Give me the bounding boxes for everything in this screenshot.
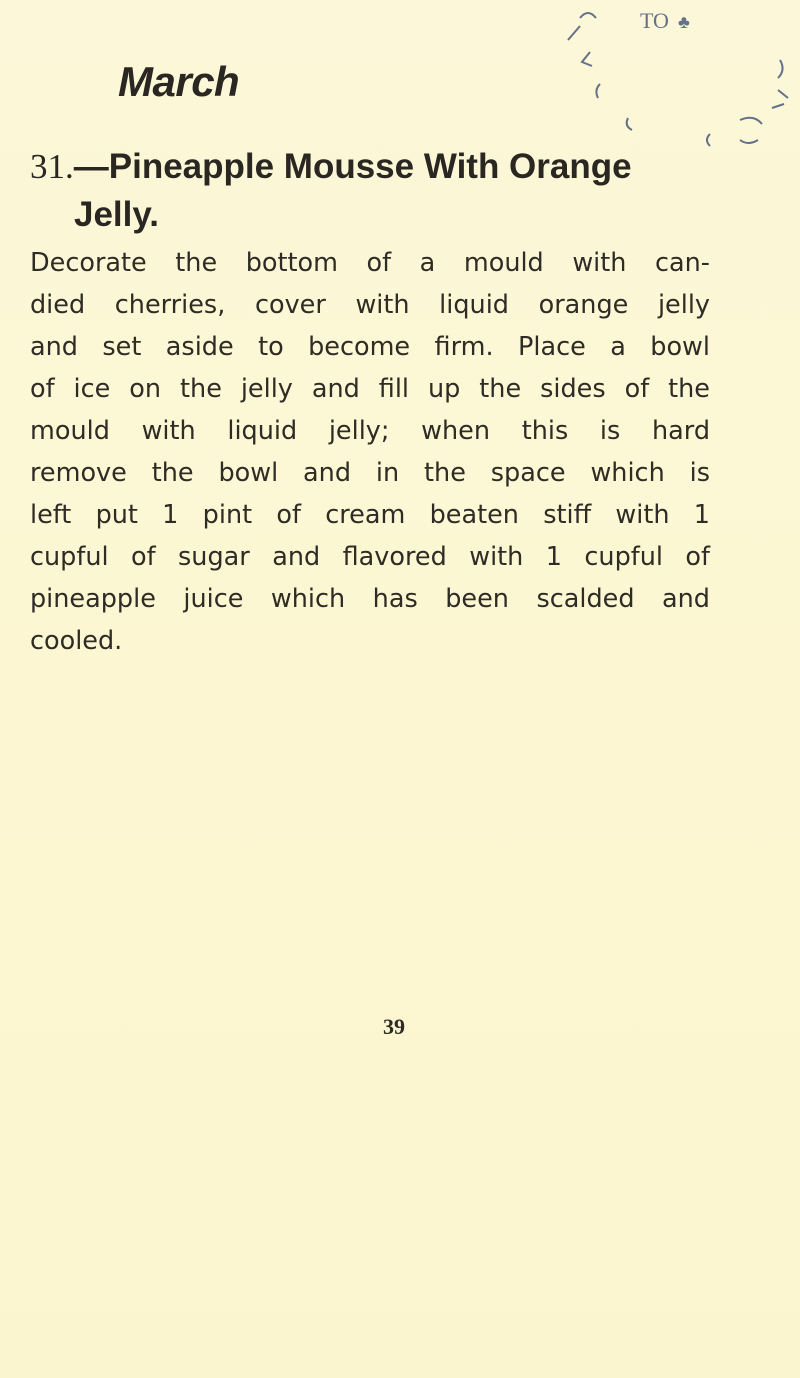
body-line: died cherries, cover with liquid orange jelly: [30, 290, 710, 320]
body-line: cupful of sugar and flavored with 1 cupful of: [30, 542, 710, 572]
recipe-number: 31.: [30, 147, 74, 186]
recipe-title-line1: [30, 144, 750, 190]
month-heading: March: [118, 58, 240, 105]
svg-text:♣: ♣: [678, 12, 690, 32]
body-line: cooled.: [30, 626, 123, 656]
page-number: 39: [383, 1014, 405, 1039]
library-stamp-icon: [440, 0, 800, 160]
body-line: left put 1 pint of cream beaten stiff with 1: [30, 500, 710, 530]
recipe-body: [30, 242, 710, 662]
body-line: Decorate the bottom of a mould with can-: [30, 248, 710, 278]
body-line: remove the bowl and in the space which is: [30, 458, 710, 488]
recipe-title-text: —Pineapple Mousse With Orange: [73, 147, 632, 186]
body-line: pineapple juice which has been scalded and: [30, 584, 710, 614]
body-line: mould with liquid jelly; when this is hard: [30, 416, 710, 446]
recipe-title-line2: Jelly.: [74, 195, 159, 234]
body-line: of ice on the jelly and fill up the sides of the: [30, 374, 710, 404]
body-line: and set aside to become firm. Place a bowl: [30, 332, 710, 362]
stamp-text: TO: [640, 8, 669, 33]
